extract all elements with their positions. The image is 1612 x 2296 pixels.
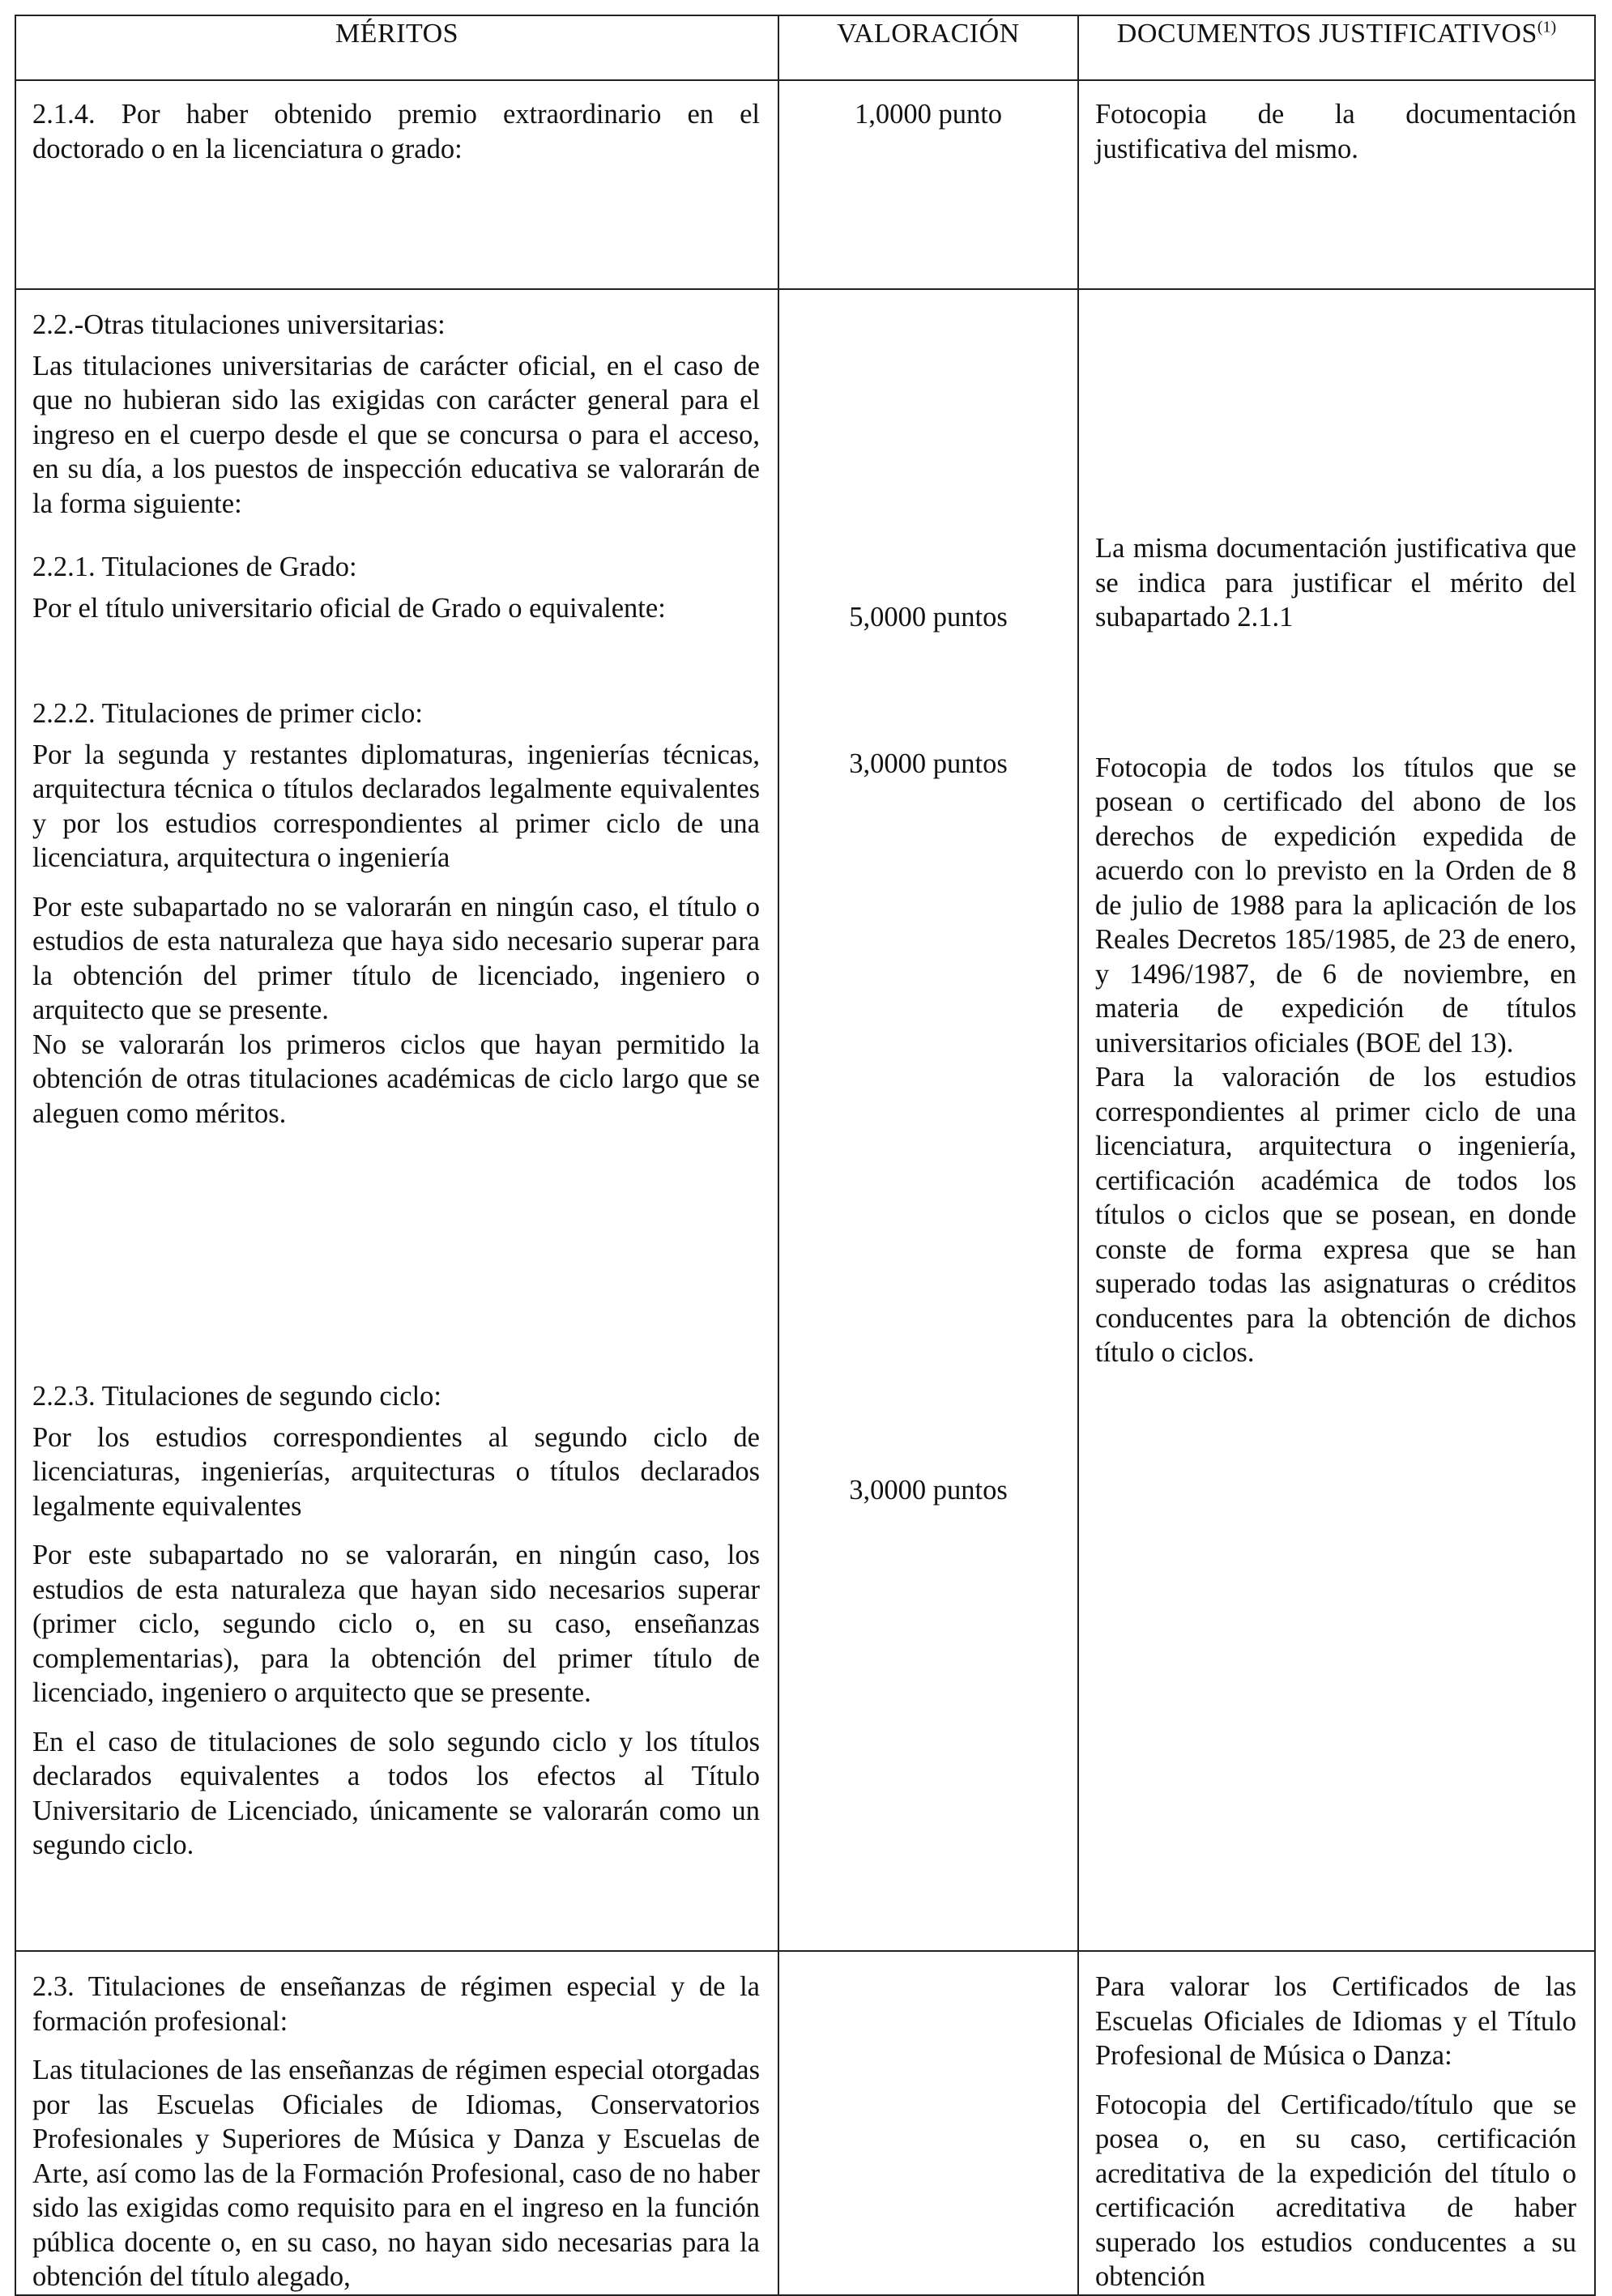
doc-cell-2-2 (1078, 289, 1595, 1951)
doc-2-3-part2: Fotocopia del Certificado/título que se posea o, en su caso, certificación acreditativa de la expedición del título o certificación acreditativa de haber superado los estudios conducentes a su obtención (1095, 2089, 1576, 2292)
section-2-2-3-p3: En el caso de titulaciones de solo segundo ciclo y los títulos declarados equivalentes a todos los efectos al Título Universitario de Licenciado, únicamente se valorarán como un segundo ciclo. (32, 1726, 760, 1860)
section-2-2-2-p2: Por este subapartado no se valorarán en ningún caso, el título o estudios de esta naturaleza que haya sido necesario superar para la obtención del primer título de licenciado, ingeniero o arquitecto que se presente. (32, 891, 760, 1025)
section-2-2-1-title: 2.2.1. Titulaciones de Grado: (32, 552, 357, 582)
header-meritos: MÉRITOS (15, 15, 778, 80)
merits-table (15, 15, 1596, 2296)
section-2-2-2-p3: No se valorarán los primeros ciclos que hayan permitido la obtención de otras titulaciones académicas de ciclo largo que se aleguen como méritos. (32, 1029, 760, 1129)
section-2-2-3-title: 2.2.3. Titulaciones de segundo ciclo: (32, 1381, 442, 1412)
value-cell-2-1-4 (778, 80, 1078, 289)
section-2-2-2-text: Por la segunda y restantes diplomaturas, ingenierías técnicas, arquitectura técnica o títulos declarados legalmente equivalentes y por los estudios correspondientes al primer ciclo de una licenciatura, arquitectura o ingeniería (32, 739, 760, 873)
header-documentos: DOCUMENTOS JUSTIFICATIVOS$^{(1)}$ (1078, 15, 1595, 80)
doc-2-2-2-part2: Para la valoración de los estudios correspondientes al primer ciclo de una licenciatura, arquitectura o ingeniería, certificación académica de todos los títulos o ciclos que se posean, en donde conste de forma expresa que se han superado todas las asignaturas o créditos conducentes para la obtención de dichos título o ciclos. (1095, 1062, 1576, 1368)
value-2-2-3: 3,0000 puntos (849, 1475, 1008, 1506)
table-row-2-1-4 (15, 80, 1595, 289)
doc-cell-2-3 (1078, 1951, 1595, 2295)
section-2-2-3-p2: Por este subapartado no se valorarán, en ningún caso, los estudios de esta naturaleza que hayan sido necesarios superar (primer ciclo, segundo ciclo o, en su caso, enseñanzas complementarias), para la obtención del primer título de licenciado, ingeniero o arquitecto que se presente. (32, 1540, 760, 1708)
merit-2-1-4-line2: doctorado o en la licenciatura o grado: (32, 133, 463, 164)
merit-cell-2-2 (15, 289, 778, 1951)
doc-2-3-part1: Para valorar los Certificados de las Escuelas Oficiales de Idiomas y el Título Profesional de Música o Danza: (1095, 1971, 1576, 2071)
value-2-2-2: 3,0000 puntos (849, 748, 1008, 779)
section-2-3-title: 2.3. Titulaciones de enseñanzas de régimen especial y de la formación profesional: (32, 1971, 760, 2037)
doc-2-1-4-line2: justificativa del mismo. (1095, 133, 1358, 164)
merit-2-1-4-line1: 2.1.4. Por haber obtenido premio extraordinario en el (32, 99, 760, 130)
doc-2-1-4-line1: Fotocopia de la documentación (1095, 99, 1576, 130)
value-cell-2-3 (778, 1951, 1078, 2295)
section-2-2-2-title: 2.2.2. Titulaciones de primer ciclo: (32, 698, 423, 729)
merit-cell-2-3 (15, 1951, 778, 2295)
value-2-1-4: 1,0000 punto (854, 99, 1003, 130)
section-2-2-title: 2.2.-Otras titulaciones universitarias: (32, 309, 446, 340)
merit-cell-2-1-4 (15, 80, 778, 289)
value-cell-2-2 (778, 289, 1078, 1951)
table-row-2-2 (15, 289, 1595, 1951)
section-2-2-1-text: Por el título universitario oficial de Grado o equivalente: (32, 592, 666, 624)
footnote-marker: (1) (1537, 18, 1557, 36)
table-header-row (15, 15, 1595, 80)
doc-cell-2-1-4 (1078, 80, 1595, 289)
doc-2-2-1: La misma documentación justificativa que se indica para justificar el mérito del subapartado 2.1.1 (1095, 533, 1576, 633)
doc-2-2-2-part1: Fotocopia de todos los títulos que se posean o certificado del abono de los derechos de expedición expedida de acuerdo con lo previsto en la Orden de 8 de julio de 1988 para la aplicación de los Reales Decretos 185/1985, de 23 de enero, y 1496/1987, de 6 de noviembre, en materia de expedición de títulos universitarios oficiales (BOE del 13). (1095, 752, 1576, 1059)
section-2-3-text: Las titulaciones de las enseñanzas de régimen especial otorgadas por las Escuelas Oficiales de Idiomas, Conservatorios Profesionales y Superiores de Música y Danza y Escuelas de Arte, así como las de la Formación Profesional, caso de no haber sido las exigidas como requisito para en el ingreso en la función pública docente o, en su caso, no hayan sido necesarias para la obtención del título alegado, (32, 2055, 760, 2292)
value-2-2-1: 5,0000 puntos (849, 602, 1008, 633)
section-2-2-3-text: Por los estudios correspondientes al segundo ciclo de licenciaturas, ingenierías, arquitecturas o títulos declarados legalmente equivalentes (32, 1421, 760, 1522)
header-valoracion: VALORACIÓN (778, 15, 1078, 80)
section-2-2-intro: Las titulaciones universitarias de carácter oficial, en el caso de que no hubieran sido las exigidas con carácter general para el ingreso en el cuerpo desde el que se concursa o para el acceso, en su día, a los puestos de inspección educativa se valorarán de la forma siguiente: (32, 350, 760, 519)
table-row-2-3 (15, 1951, 1595, 2295)
